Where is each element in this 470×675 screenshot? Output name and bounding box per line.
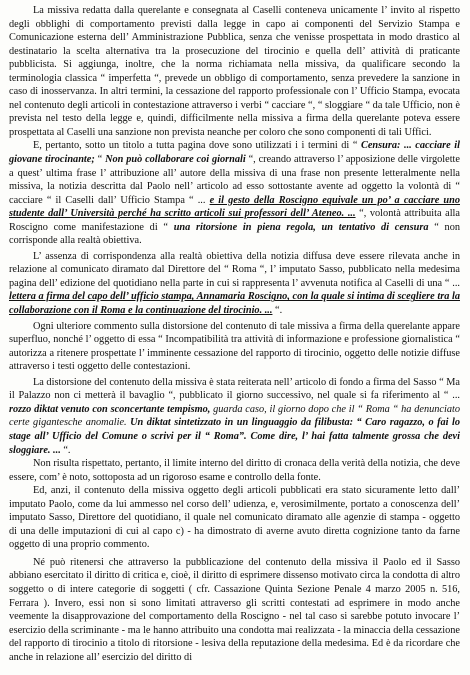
paragraph-2 (9, 139, 460, 247)
text-run: “. (272, 305, 283, 317)
text-run: Né può ritenersi che attraverso la pubblicazione del contenuto della missiva il Paolo ed il Sasso abbiano esercitato il diritto di critica e, cioè, il diritto di esprimere dissenso motivato circa la condotta di altro soggetto o di intere categorie di soggetti ( cfr. Cassazione Quinta Sezione Penale 4 marzo 2005 n. 516, Ferrara ). Invero, essi non si sono limitati attraverso gli scritti contestati ad esprimere in modo anche veemente la disapprovazione del comportamento della Roscigno - nel tal caso si sarebbe potuto invocare l’ esercizio della scriminante - ma le hanno attribuito una condotta mai realizzata - la minaccia della cessazione del rapporto di tirocinio a titolo di ritorsione - lesiva della reputazione della medesima. Ed è da ricordare che anche in relazione all’ esercizio del diritto di (9, 556, 460, 663)
text-run: una ritorsione in piena regola, un tentativo di censura (173, 221, 429, 233)
paragraph-6 (9, 457, 460, 484)
paragraph-3 (9, 250, 460, 318)
text-run: Ed, anzi, il contenuto della missiva oggetto degli articoli pubblicati era stato sicuramente letto dall’ imputato Paolo, come da lui ammesso nel corso dell’ udienza, e, verosimilmente, portato a conoscenza dell’ imputato Sasso, Direttore del quotidiano, il quale nel comunicato diramato alle agenzie di stampa - oggetto di una delle imputazioni di cui al capo c) - ha dimostrato di averne avuto diretta cognizione tanto da farne oggetto di una proprio commento. (9, 485, 460, 551)
text-run: lettera a firma del capo dell’ ufficio stampa, Annamaria Roscigno, con la quale si intima di scegliere tra la collaborazione con il Roma e la continuazione del tirocinio. ... (9, 291, 460, 317)
text-run: La missiva redatta dalla querelante e consegnata al Caselli conteneva unicamente l’ invito al rispetto degli obblighi di comportamento previsti dalla legge in capo ai componenti del Servizio Stampa e Comunicazione esterna dell’ Amministrazione Pubblica, senza che venisse prospettata in modo drastico al destinatario la scelta alternativa tra la prosecuzione del tirocinio e quella dell’ attività di praticante pubblicista. Si aggiunga, inoltre, che la norma richiamata nella missiva, da qualificare secondo la terminologia classica “ imperfetta “, prevede un obbligo di comportamento, senza prevedere la sanzione in caso di inosservanza. In altri termini, la cessazione del rapporto professionale con l’ Ufficio Stampa, evocata nel contenuto degli articoli in contestazione attraverso i verbi “ cacciare “, “ sloggiare “ da tale Ufficio, non è prevista nel testo della legge e, quindi, difficilmente nella missiva a firma della querelante poteva essere prospettata al Caselli una sanzione non prevista neanche per coloro che sono componenti di tali Uffici. (9, 5, 460, 138)
text-run: rozzo diktat venuto con sconcertante tempismo, (9, 403, 211, 415)
text-run: “, volontà attribuita alla Roscigno come manifestazione di “ (9, 208, 460, 233)
text-run: Non risulta rispettato, pertanto, il limite interno del diritto di cronaca della verità della notizia, che deve essere, com’ è noto, sottoposta ad un rigoroso esame e controllo della fonte. (9, 458, 460, 483)
text-run: La distorsione del contenuto della missiva è stata reiterata nell’ articolo di fondo a firma del Sasso “ Ma il Palazzo non ci metterà il bavaglio “, pubblicato il giorno successivo, nel quale si fa riferimento al “ ... (9, 376, 460, 402)
text-run: “, creando attraverso l’ apposizione delle virgolette a quest’ ultima frase l’ attribuzione all’ autore della missiva di una frase non presente letteralmente nella missiva, la notizia descritta dal Paolo nell’ articolo ad esso sottostante avente ad oggetto la volontà di “ cacciare “ il Caselli dall’ Ufficio Stampa “ ... (9, 154, 460, 206)
text-run: “ non corrisponde alla realtà obiettiva. (9, 221, 460, 247)
text-run: “ (94, 154, 106, 166)
paragraph-8 (9, 556, 460, 664)
text-run: Censura: ... cacciare il giovane tirocinante; (9, 140, 460, 166)
paragraph-7 (9, 484, 460, 552)
text-run: Non può collaborare coi giornali (105, 154, 246, 166)
text-run: Ogni ulteriore commento sulla distorsione del contenuto di tale missiva a firma della querelante appare superfluo, nonché l’ oggetto di essa “ Incompatibilità tra attività di informazione e professione giornalistica “ autorizza a ritenere prospettate l’ imminente cessazione del rapporto di tirocinio, oggetto delle notizie diffuse attraverso i testi oggetto delle contestazioni. (9, 320, 460, 373)
text-run: L’ assenza di corrispondenza alla realtà obiettiva della notizia diffusa deve essere rilevata anche in relazione al comunicato diramato dal Direttore del “ Roma “, l’ imputato Sasso, pubblicato nella medesima pagina dell’ edizione del quotidiano nella parte in cui si rappresenta l’ avvenuta notifica al Caselli di una “ ... (9, 250, 460, 289)
text-run: “. (60, 444, 71, 456)
paragraph-4 (9, 320, 460, 374)
text-run: e il gesto della Roscigno equivale un po’ a cacciare uno studente dall’ Università perché ha scritto articoli sui professori dell’ Ateneo. ... (9, 194, 460, 220)
paragraph-5 (9, 376, 460, 457)
paragraph-1 (9, 4, 460, 139)
text-run: guarda caso, il giorno dopo che il “ Roma “ ha denunciato certe gigantesche anomalie. (9, 403, 460, 429)
text-run: Un diktat sintetizzato in un linguaggio da filibusta: “ Caro ragazzo, o fai lo stage all’ Ufficio del Comune o scrivi per il “ Roma”. Come dire, l’ hai fatta talmente grossa che devi sloggiare. ... (9, 417, 461, 456)
text-run: E, pertanto, sotto un titolo a tutta pagina dove sono utilizzati i i termini di “ (33, 140, 361, 152)
